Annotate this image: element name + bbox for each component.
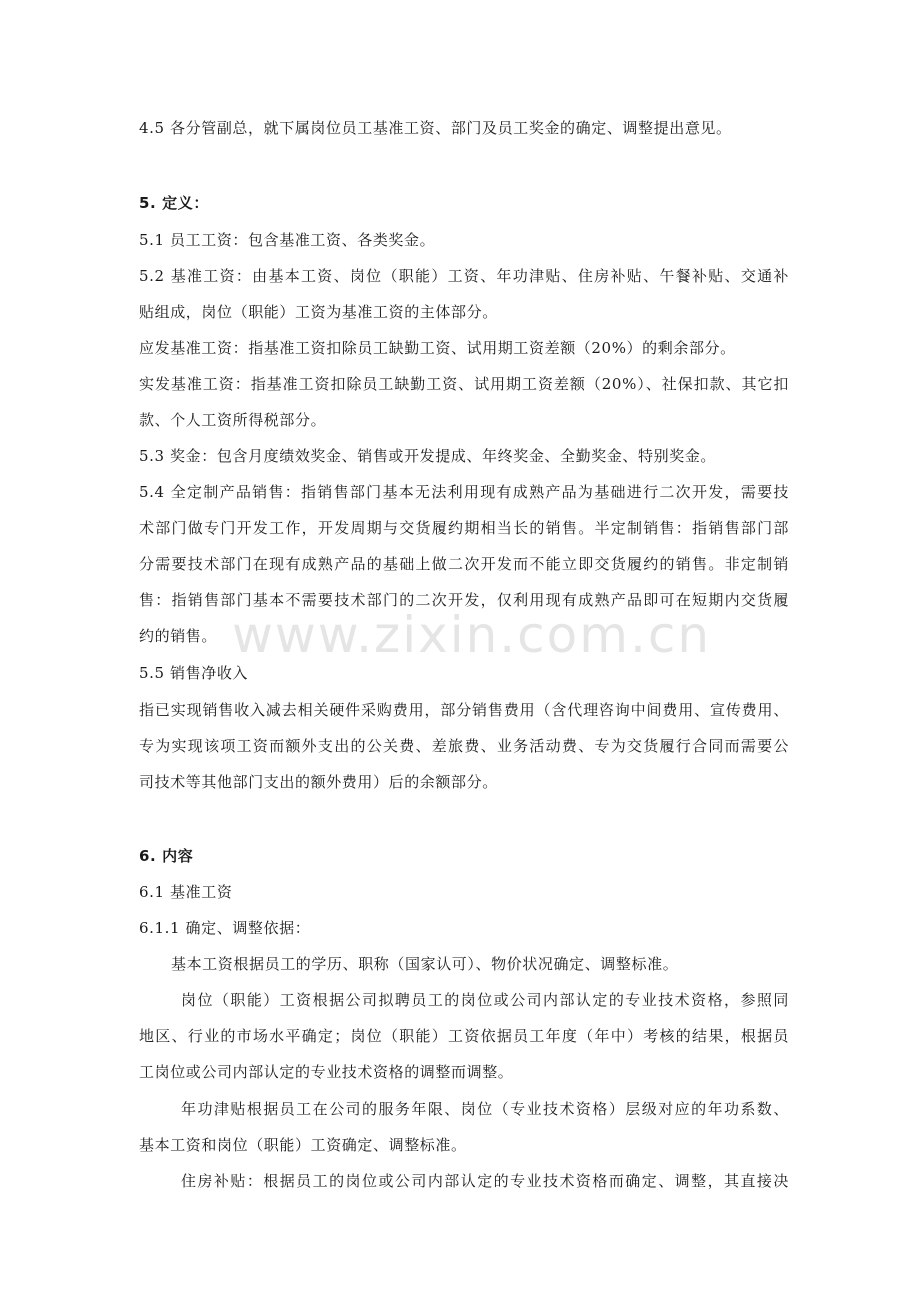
text-line: 5.3 奖金：包含月度绩效奖金、销售或开发提成、年终奖金、全勤奖金、特别奖金。 xyxy=(139,447,717,465)
text-line: 5.1 员工工资：包含基准工资、各类奖金。 xyxy=(139,231,436,249)
section-heading-6: 6. 内容 xyxy=(139,847,194,865)
watermark: www.zixin.com.cn xyxy=(232,606,712,664)
text-line: 地区、行业的市场水平确定；岗位（职能）工资依据员工年度（年中）考核的结果，根据员 xyxy=(139,1027,789,1045)
text-line: 约的销售。 xyxy=(139,627,218,645)
text-line: 5.4 全定制产品销售：指销售部门基本无法利用现有成熟产品为基础进行二次开发，需要技 xyxy=(139,483,789,501)
text-line: 6.1.1 确定、调整依据： xyxy=(139,919,311,937)
text-line: 指已实现销售收入减去相关硬件采购费用，部分销售费用（含代理咨询中间费用、宣传费用、 xyxy=(139,701,789,719)
text-line: 岗位（职能）工资根据公司拟聘员工的岗位或公司内部认定的专业技术资格，参照同 xyxy=(181,991,789,1009)
text-line: 司技术等其他部门支出的额外费用）后的余额部分。 xyxy=(139,773,498,791)
text-line: 款、个人工资所得税部分。 xyxy=(139,411,327,429)
text-line: 工岗位或公司内部认定的专业技术资格的调整而调整。 xyxy=(139,1063,514,1081)
text-line: 术部门做专门开发工作，开发周期与交货履约期相当长的销售。半定制销售：指销售部门部 xyxy=(139,519,789,537)
text-line: 售：指销售部门基本不需要技术部门的二次开发，仅利用现有成熟产品即可在短期内交货履 xyxy=(139,591,789,609)
text-line: 分需要技术部门在现有成熟产品的基础上做二次开发而不能立即交货履约的销售。非定制销 xyxy=(139,555,789,573)
text-line: 贴组成，岗位（职能）工资为基准工资的主体部分。 xyxy=(139,303,498,321)
text-line: 年功津贴根据员工在公司的服务年限、岗位（专业技术资格）层级对应的年功系数、 xyxy=(181,1100,789,1118)
text-line: 实发基准工资：指基准工资扣除员工缺勤工资、试用期工资差额（20%）、社保扣款、其它扣 xyxy=(139,375,789,393)
text-line: 基本工资根据员工的学历、职称（国家认可）、物价状况确定、调整标准。 xyxy=(171,955,679,973)
text-line: 基本工资和岗位（职能）工资确定、调整标准。 xyxy=(139,1136,467,1154)
text-line: 住房补贴：根据员工的岗位或公司内部认定的专业技术资格而确定、调整，其直接决 xyxy=(181,1172,789,1190)
subsection-heading-5-5: 5.5 销售净收入 xyxy=(139,664,249,682)
text-line: 专为实现该项工资而额外支出的公关费、差旅费、业务活动费、专为交货履行合同而需要公 xyxy=(139,737,789,755)
section-heading-5: 5. 定义： xyxy=(139,194,209,212)
text-line: 6.1 基准工资 xyxy=(139,883,233,901)
text-line: 5.2 基准工资：由基本工资、岗位（职能）工资、年功津贴、住房补贴、午餐补贴、交通补 xyxy=(139,267,789,285)
text-line: 4.5 各分管副总，就下属岗位员工基准工资、部门及员工奖金的确定、调整提出意见。 xyxy=(139,119,732,137)
text-line: 应发基准工资：指基准工资扣除员工缺勤工资、试用期工资差额（20%）的剩余部分。 xyxy=(139,339,736,357)
